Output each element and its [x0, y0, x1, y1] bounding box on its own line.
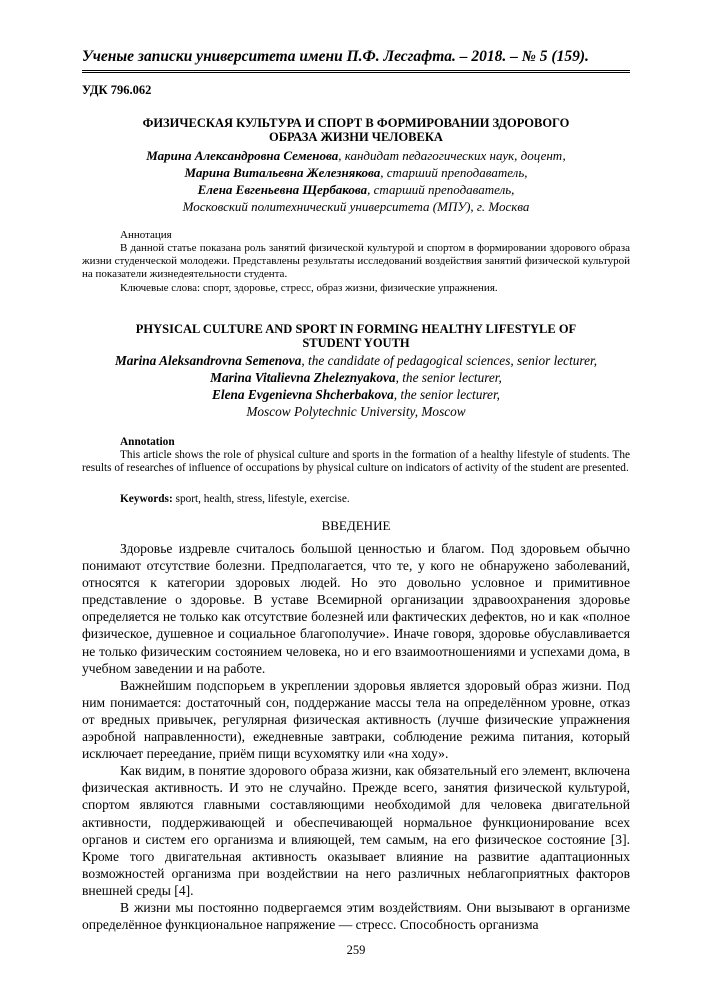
author-role: , the senior lecturer, — [395, 370, 502, 385]
annotation-heading-ru: Аннотация — [120, 229, 172, 241]
affiliation-ru: Московский политехнический университета (МПУ), г. Москва — [182, 199, 530, 214]
author-ru-2 — [82, 164, 630, 181]
author-role: , the candidate of pedagogical sciences, senior lecturer, — [301, 353, 598, 368]
udk-code: УДК 796.062 — [82, 83, 152, 97]
body-text — [82, 540, 630, 933]
author-name: Elena Evgenievna Shcherbakova — [212, 387, 394, 402]
annotation-text-en-content: This article shows the role of physical culture and sports in the formation of a healthy lifestyle of students. The results of researches of influence of occupations by physical culture on indicators of activity of the student are presented. — [82, 449, 630, 475]
authors-ru — [82, 147, 630, 215]
title-ru-line-2: ОБРАЗА ЖИЗНИ ЧЕЛОВЕКА — [269, 130, 443, 144]
paragraph: Здоровье издревле считалось большой ценностью и благом. Под здоровьем обычно понимают отсутствие болезни. Предполагается, что те, у кого не обнаружено заболеваний, относятся к категории здоровых людей. Но это довольно условное и примитивное представление о здоровье. В уставе Всемирной организации здравоохранения здоровье определяется не только как отсутствие болезней или фактических дефектов, но и как «полное физическое, душевное и социальное благополучие». Иначе говоря, здоровье обуславливается не только физическим состоянием человека, но и его взаимоотношениями и успехами дома, в учебном заведении и на работе. — [82, 541, 630, 676]
header-rule-bottom — [82, 72, 630, 73]
keywords-en — [120, 493, 630, 506]
annotation-text-ru — [82, 242, 630, 282]
title-ru-line-1: ФИЗИЧЕСКАЯ КУЛЬТУРА И СПОРТ В ФОРМИРОВАНИИ ЗДОРОВОГО — [142, 116, 570, 130]
author-en-2 — [82, 369, 630, 386]
annotation-heading-en: Annotation — [120, 436, 175, 448]
author-name: Марина Александровна Семенова — [146, 148, 339, 163]
title-en-line-1: PHYSICAL CULTURE AND SPORT IN FORMING HEALTHY LIFESTYLE OF — [135, 322, 577, 336]
author-en-3 — [82, 386, 630, 403]
author-role: , старший преподаватель, — [380, 165, 528, 180]
title-en-line-2: STUDENT YOUTH — [302, 336, 410, 350]
journal-header: Ученые записки университета имени П.Ф. Лесгафта. – 2018. – № 5 (159). — [82, 48, 589, 65]
author-role: , старший преподаватель, — [367, 182, 515, 197]
authors-en — [82, 352, 630, 420]
keywords-label: Keywords: — [120, 493, 173, 505]
author-ru-3 — [82, 181, 630, 198]
author-role: , кандидат педагогических наук, доцент, — [338, 148, 566, 163]
author-en-1 — [82, 352, 630, 369]
author-role: , the senior lecturer, — [393, 387, 500, 402]
author-name: Marina Aleksandrovna Semenova — [114, 353, 302, 368]
author-ru-1 — [82, 147, 630, 164]
paragraph: В жизни мы постоянно подвергаемся этим воздействиям. Они вызывают в организме определённое функциональное напряжение — стресс. Способность организма — [82, 899, 630, 933]
author-name: Marina Vitalievna Zheleznyakova — [210, 370, 396, 385]
page-number: 259 — [346, 943, 366, 957]
paragraph: Важнейшим подспорьем в укреплении здоровья является здоровый образ жизни. Под ним понимается: достаточный сон, поддержание массы тела на определённом уровне, отказ от вредных привычек, регулярная физическая активность (лучше физические упражнения аэробной направленности), ежедневные завтраки, соблюдение режима питания, который исключает переедание, приём пищи всухомятку или «на ходу». — [82, 677, 630, 762]
affiliation-en: Moscow Polytechnic University, Moscow — [246, 404, 466, 419]
paragraph: Как видим, в понятие здорового образа жизни, как обязательный его элемент, включена физическая активность. И это не случайно. Прежде всего, занятия физической культурой, спортом являются главными составляющими необходимой для человека двигательной активности, поддерживающей и обеспечивающей нормальное функционирование всех органов и систем его организма и влияющей, тем самым, на его физическое состояние [3]. Кроме того двигательная активность оказывает влияние на развитие адаптационных возможностей организма при воздействии на него различных неблагоприятных факторов внешней среды [4]. — [82, 763, 630, 898]
annotation-text-ru-content: В данной статье показана роль занятий физической культурой и спортом в формировании здорового образа жизни студенческой молодежи. Представлены результаты исследований воздействия занятий физической культурой на показатели жизнедеятельности студента. — [82, 242, 630, 281]
author-name: Марина Витальевна Железнякова — [184, 165, 381, 180]
keywords-text: sport, health, stress, lifestyle, exercise. — [172, 493, 350, 505]
keywords-ru: Ключевые слова: спорт, здоровье, стресс, образ жизни, физические упражнения. — [120, 282, 498, 294]
annotation-text-en — [82, 449, 630, 475]
title-en — [82, 322, 630, 350]
header-rule-top — [82, 70, 630, 71]
author-name: Елена Евгеньевна Щербакова — [197, 182, 368, 197]
section-title: ВВЕДЕНИЕ — [321, 518, 391, 533]
title-ru — [82, 116, 630, 144]
